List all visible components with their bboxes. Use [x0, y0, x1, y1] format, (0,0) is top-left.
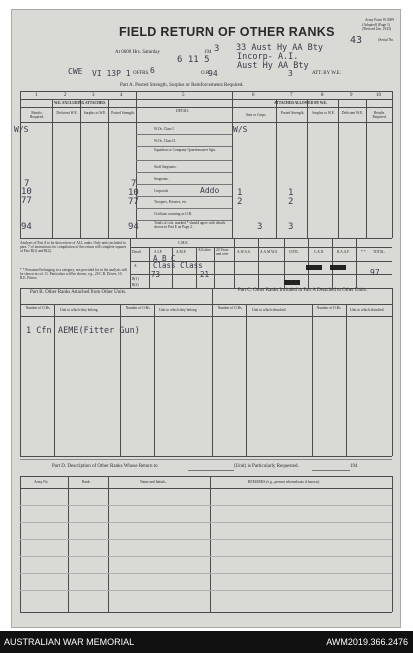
attached-allowed-heading: ATTACHED ALLOWED BY W.E.: [274, 101, 328, 105]
col-num-10: 10: [376, 93, 381, 98]
archive-footer: [0, 631, 413, 653]
date-fill: 6 11 5: [177, 55, 210, 65]
cwe-label: CWE: [68, 67, 83, 76]
part-d-head-rank: Rank.: [82, 480, 91, 484]
cme-b1-fill: 73: [151, 270, 161, 279]
att-label: ATT. BY W.E.: [312, 71, 342, 76]
head-arm-corps: Arm or Corps.: [245, 113, 267, 117]
col-num-5: 5: [182, 93, 185, 98]
analysis-note: Analysis of Part A to be shown here of ALL ranks. Only units included in para. 7 of instructions for compilation of this return will complete squares of Part B(1) and B(2).: [20, 241, 127, 253]
part-b-head-unit-2: Unit to which they belong: [159, 308, 197, 312]
cme-head-aif: A.I.F.: [154, 250, 163, 254]
cme-head-civil: CIVIL: [289, 250, 299, 254]
col-num-6: 6: [252, 93, 255, 98]
part-c-head-number-2: Number of O.Rs.: [316, 306, 342, 310]
part-c-head-number-1: Number of O.Rs.: [217, 306, 243, 310]
cme-row-b2: B(2): [132, 283, 139, 287]
part-b-head-number-2: Number of O.Rs.: [125, 306, 151, 310]
head-surplus-right: Surplus to W.E.: [312, 111, 335, 115]
unit-fill-1: 33 Aust Hy AA Bty: [236, 43, 323, 53]
row-wo-class-1: W.Os. Class I.: [154, 127, 175, 131]
cme-head-amf: A.M.F.: [176, 250, 187, 254]
detail-heading: DETAIL: [176, 109, 189, 113]
col7-fill-2: 2: [288, 197, 294, 207]
part-d-title: Part D. Description of Other Ranks Whose Return to: [52, 464, 158, 469]
col-num-4: 4: [120, 93, 123, 98]
col1-sergeants: 7: [24, 179, 30, 189]
redaction-block: [330, 265, 346, 270]
archive-reference: AWM2019.366.2476: [326, 637, 408, 647]
att-fill: 3: [288, 69, 293, 78]
part-b-entry-unit: AEME(Fitter Gun): [58, 326, 140, 336]
year-fill: 3: [214, 44, 220, 54]
col-num-8: 8: [321, 93, 324, 98]
head-surplus: Surplus to W.E.: [83, 111, 107, 115]
part-b-entry-number: 1 Cfn: [26, 326, 52, 336]
offrs-fill: 6: [150, 66, 155, 75]
cme-head-aamws: A.A.M.W.S.: [260, 250, 278, 254]
col7-fill-3: 3: [288, 222, 294, 232]
cme-head-can: C.A.N.: [314, 250, 325, 254]
row-corporals: Corporals: [154, 189, 169, 193]
archive-name: AUSTRALIAN WAR MEMORIAL: [4, 637, 135, 647]
col1-total: 94: [21, 222, 32, 232]
category-note: * * Personnel belonging to a category, not provided for in the analysis will be shown in col. 11. Particulars will be shown, e.g., 20 C.R. Driver, 10 R.E. Fitters.: [20, 268, 128, 280]
part-b-head-number-1: Number of O.Rs.: [25, 306, 51, 310]
row-wo-class-2: W.Os. Class II.: [154, 139, 176, 143]
adopted-label: (Adopted) (Page 1): [362, 23, 390, 27]
or-label: O.R.: [201, 71, 211, 76]
cme-head-other: * *: [361, 250, 366, 254]
part-b-title: Part B. Other Ranks Attached from Other Units.: [30, 290, 127, 295]
cme-total-fill: 97: [370, 268, 380, 277]
head-reinfts-right: Reinfts. Required.: [372, 111, 387, 119]
redaction-block: [284, 280, 300, 285]
col7-fill-1: 1: [288, 188, 294, 198]
cme-head-total: TOTAL.: [373, 250, 386, 254]
ws-right-fill: W/S: [233, 125, 248, 134]
cme-head-awas: A.W.A.S.: [237, 250, 251, 254]
part-d-head-remarks: REMARKS (e.g., present whereabouts if known).: [248, 480, 320, 484]
year-prefix: 194: [204, 50, 212, 55]
form-sheet: [12, 10, 400, 627]
head-reinfts: Reinfts. Required.: [29, 111, 45, 119]
part-c-title: Part C. Other Ranks Included in Part A Detached to Other Units.: [238, 288, 368, 293]
or-fill: 94: [208, 69, 218, 78]
part-c-head-unit-2: Unit to which detached.: [350, 308, 385, 312]
col4-corporals: 10: [128, 188, 139, 198]
col6-fill-2: 2: [237, 197, 243, 207]
cme-abc-fill: A B C: [153, 254, 176, 263]
part-d-year: 194: [350, 464, 358, 469]
row-sergeants: Sergeants.: [154, 177, 169, 181]
cme-row-a: A: [134, 264, 137, 268]
row-staff-sgts: Staff Sergeants.: [154, 165, 177, 169]
cme-row-b1: B(1): [132, 277, 139, 281]
col4-troopers: 77: [128, 197, 139, 207]
army-form-label: Army Form W.3009: [364, 18, 394, 22]
revised-label: (Revised Jan. 1943): [362, 27, 391, 31]
col1-corporals: 10: [21, 187, 32, 197]
col-num-9: 9: [350, 93, 353, 98]
offrs-label: OFFRS.: [133, 71, 150, 76]
serial-fill: 43: [349, 35, 362, 46]
unit-fill-2: Incorp- A.I.: [237, 52, 299, 62]
redaction-block: [306, 265, 322, 270]
at-time-label: At 0600 Hrs. Saturday: [115, 50, 160, 55]
serial-label: (Serial No.: [378, 38, 394, 42]
part-a-title: Part A. Posted Strength, Surplus or Reinforcements Required.: [120, 83, 244, 88]
col1-troopers: 77: [21, 196, 32, 206]
ws-left-fill: W/S: [14, 125, 29, 134]
col-num-2: 2: [64, 93, 67, 98]
row-troopers: Troopers, Privates, etc.: [154, 200, 188, 204]
col-num-3: 3: [92, 93, 95, 98]
col-num-1: 1: [35, 93, 38, 98]
cwe-fill: VI 13P 1: [92, 69, 131, 78]
head-posted: Posted Strength.: [111, 111, 135, 115]
cme-head-20-years: 20 Years and over: [216, 248, 229, 256]
form-title: FIELD RETURN OF OTHER RANKS: [119, 25, 335, 39]
head-deficient: Deficient W.E.: [56, 111, 78, 115]
col4-sergeants: 7: [131, 179, 137, 189]
part-d-head-name: Name and Initials.: [140, 480, 167, 484]
head-posted-right: Posted Strength.: [280, 111, 305, 115]
col6-fill-3: 3: [257, 222, 263, 232]
col6-fill-1: 1: [237, 188, 243, 198]
cme-head-raaf: R.A.A.F.: [337, 250, 350, 254]
we-excluding-heading: W.E. EXCLUDING ATTACHED.: [54, 101, 106, 105]
head-deficient-right: Deficient W.E.: [341, 111, 364, 115]
cme-heading: C.M.E.: [178, 241, 189, 245]
col-num-7: 7: [290, 93, 293, 98]
cme-b2-fill: 21: [200, 270, 210, 279]
cme-class-fill: Class Class: [153, 261, 203, 270]
cme-head-all-other: All other: [198, 248, 211, 252]
addo-fill: Addo: [200, 186, 220, 195]
part-d-head-army-no: Army No.: [34, 480, 49, 484]
col4-total: 94: [128, 222, 139, 232]
row-sqms: Squadron or Company Quartermaster Sgts.: [154, 148, 216, 152]
row-totals: Totals of cols. marked * should agree with details shown in Part E on Page 2.: [154, 221, 226, 229]
row-civilians: Civilians counting as O.R.: [154, 212, 193, 216]
part-c-head-unit-1: Unit to which detached.: [252, 308, 287, 312]
part-b-head-unit-1: Unit to which they belong: [60, 308, 98, 312]
part-d-mid: (Unit) is Particularly Requested.: [234, 464, 299, 469]
unit-fill-3: Aust Hy AA Bty: [237, 61, 309, 71]
cme-detail-label: Detail: [132, 250, 141, 254]
